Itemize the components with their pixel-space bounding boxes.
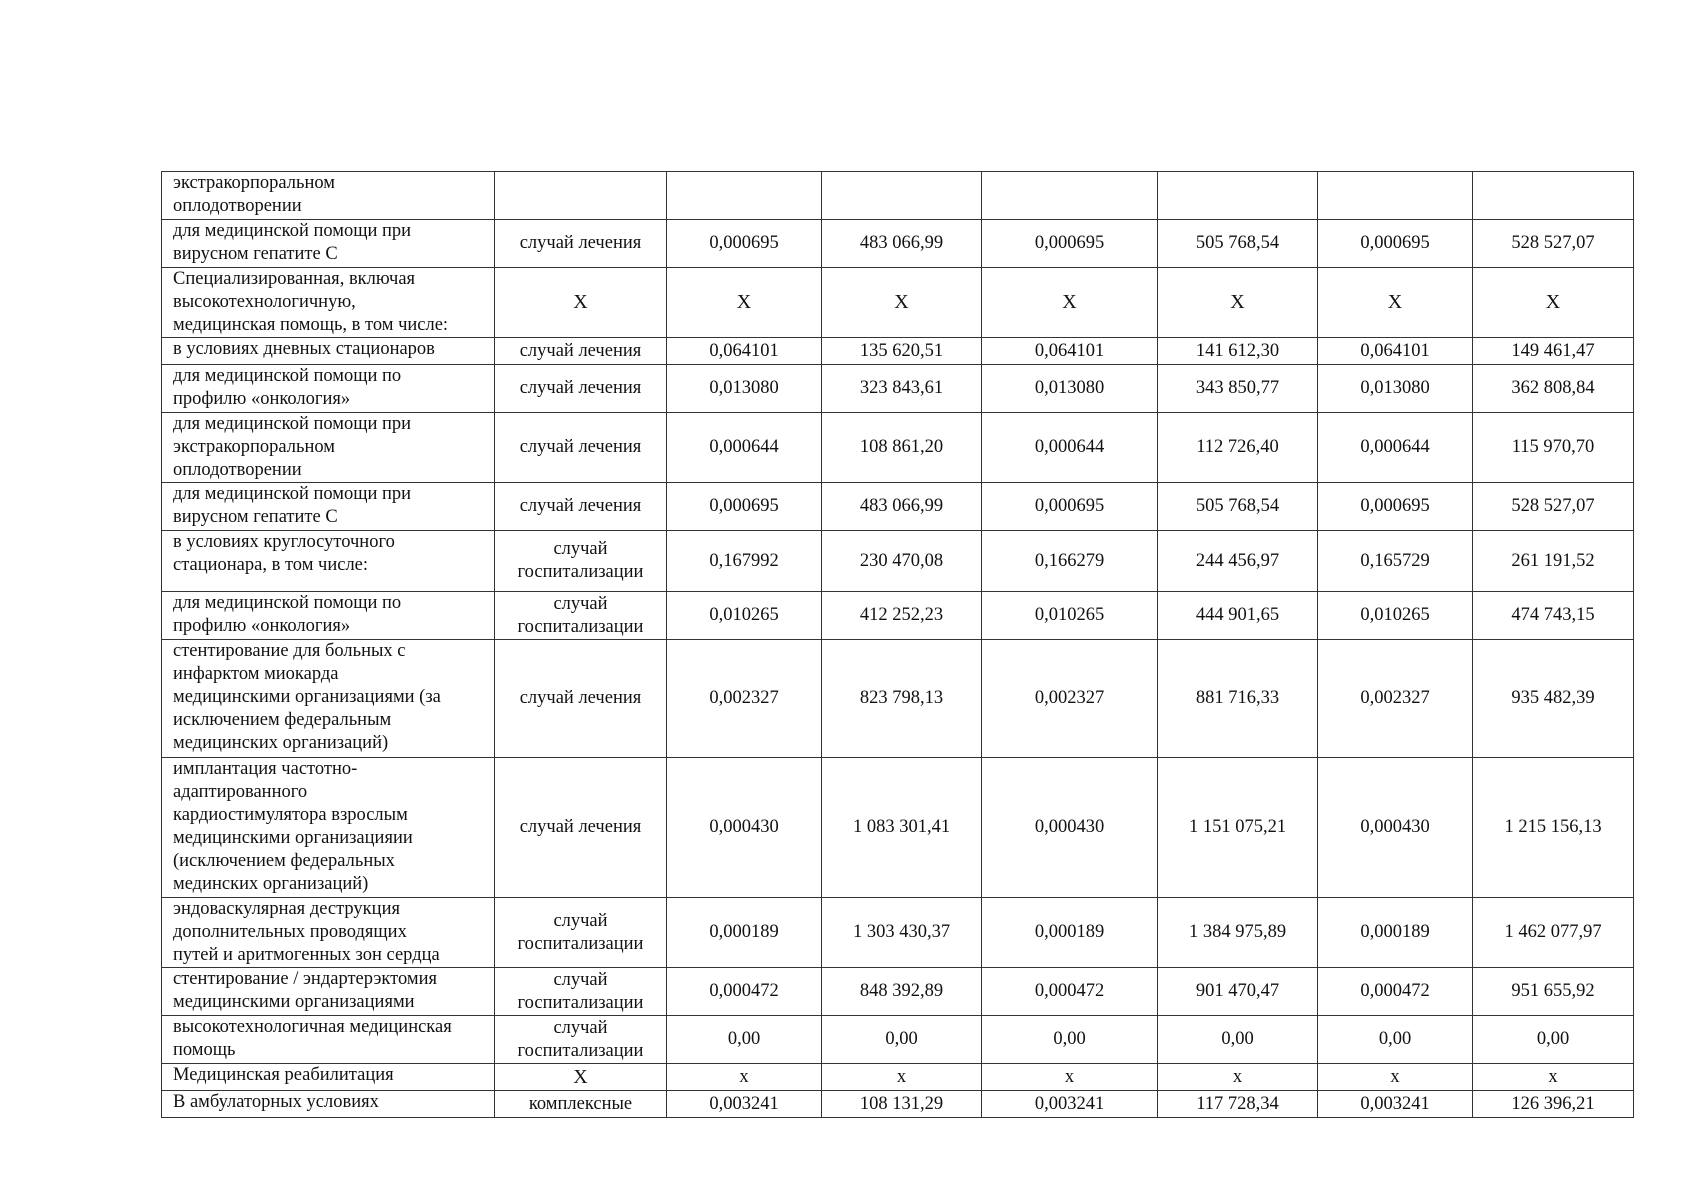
row-name-cell: Специализированная, включая высокотехнологичную, медицинская помощь, в том числе: [162, 268, 495, 338]
row-name-cell: стентирование для больных с инфарктом миокарда медицинскими организациями (за исключением федеральным медицинских организаций) [162, 640, 495, 758]
row-value-cell: 0,002327 [982, 640, 1158, 758]
row-unit-cell: случай лечения [495, 338, 667, 365]
row-unit-cell: случай госпитализации [495, 968, 667, 1016]
row-value-cell: 135 620,51 [822, 338, 982, 365]
row-value-cell: 505 768,54 [1158, 220, 1318, 268]
row-name-cell: для медицинской помощи по профилю «онкология» [162, 365, 495, 413]
row-unit-cell: случай госпитализации [495, 531, 667, 592]
row-value-cell: 0,000695 [1318, 220, 1473, 268]
row-value-cell: 483 066,99 [822, 483, 982, 531]
row-value-cell: 483 066,99 [822, 220, 982, 268]
row-unit-cell: случай лечения [495, 413, 667, 483]
row-value-cell: 0,002327 [667, 640, 822, 758]
row-name-cell: в условиях круглосуточного стационара, в том числе: [162, 531, 495, 592]
row-value-cell [1473, 172, 1634, 220]
row-name-cell: экстракорпоральном оплодотворении [162, 172, 495, 220]
row-value-cell: 0,00 [1318, 1016, 1473, 1064]
table-body [162, 172, 1634, 1118]
row-unit-cell: случай госпитализации [495, 898, 667, 968]
row-value-cell: Х [1158, 268, 1318, 338]
row-name-cell: для медицинской помощи при вирусном гепатите С [162, 220, 495, 268]
row-value-cell: 0,013080 [667, 365, 822, 413]
row-name-cell: имплантация частотно- адаптированного кардиостимулятора взрослым медицинскими организацияии (исключением федеральных мединских организаций) [162, 758, 495, 898]
row-value-cell: 1 384 975,89 [1158, 898, 1318, 968]
row-value-cell: 117 728,34 [1158, 1091, 1318, 1118]
table-row [162, 1064, 1634, 1091]
row-value-cell: 901 470,47 [1158, 968, 1318, 1016]
row-value-cell: 0,166279 [982, 531, 1158, 592]
row-value-cell: 0,00 [1158, 1016, 1318, 1064]
row-value-cell: Х [1473, 268, 1634, 338]
row-value-cell: 0,000695 [667, 483, 822, 531]
row-unit-cell [495, 172, 667, 220]
row-name-cell: для медицинской помощи по профилю «онкология» [162, 592, 495, 640]
row-value-cell: 0,000189 [1318, 898, 1473, 968]
row-name-cell: высокотехнологичная медицинская помощь [162, 1016, 495, 1064]
row-value-cell: 0,002327 [1318, 640, 1473, 758]
row-value-cell: 362 808,84 [1473, 365, 1634, 413]
row-value-cell: 0,010265 [982, 592, 1158, 640]
row-value-cell: 0,000189 [982, 898, 1158, 968]
row-value-cell: 0,167992 [667, 531, 822, 592]
table-row [162, 483, 1634, 531]
row-value-cell: 0,00 [667, 1016, 822, 1064]
row-unit-cell: случай лечения [495, 483, 667, 531]
row-value-cell: 0,000644 [667, 413, 822, 483]
row-value-cell: х [667, 1064, 822, 1091]
row-value-cell: 848 392,89 [822, 968, 982, 1016]
row-value-cell: х [982, 1064, 1158, 1091]
row-value-cell: 141 612,30 [1158, 338, 1318, 365]
row-value-cell: 0,064101 [667, 338, 822, 365]
row-value-cell [822, 172, 982, 220]
row-value-cell: 0,165729 [1318, 531, 1473, 592]
table-row [162, 413, 1634, 483]
row-value-cell: 126 396,21 [1473, 1091, 1634, 1118]
row-value-cell: 0,000189 [667, 898, 822, 968]
row-value-cell: 1 215 156,13 [1473, 758, 1634, 898]
row-value-cell [667, 172, 822, 220]
row-unit-cell: случай лечения [495, 758, 667, 898]
row-value-cell: 0,00 [822, 1016, 982, 1064]
row-name-cell: для медицинской помощи при вирусном гепатите С [162, 483, 495, 531]
row-name-cell: В амбулаторных условиях [162, 1091, 495, 1118]
row-value-cell: 881 716,33 [1158, 640, 1318, 758]
row-value-cell: 112 726,40 [1158, 413, 1318, 483]
row-value-cell: 0,000430 [982, 758, 1158, 898]
row-value-cell [982, 172, 1158, 220]
table-row [162, 531, 1634, 592]
row-name-cell: для медицинской помощи при экстракорпоральном оплодотворении [162, 413, 495, 483]
row-value-cell: Х [1318, 268, 1473, 338]
row-value-cell: 115 970,70 [1473, 413, 1634, 483]
row-value-cell: х [822, 1064, 982, 1091]
row-value-cell: 0,000695 [667, 220, 822, 268]
row-value-cell: 935 482,39 [1473, 640, 1634, 758]
row-value-cell: 528 527,07 [1473, 483, 1634, 531]
row-value-cell: 0,000695 [982, 220, 1158, 268]
table-row [162, 640, 1634, 758]
row-value-cell: 0,010265 [1318, 592, 1473, 640]
row-value-cell: 474 743,15 [1473, 592, 1634, 640]
row-value-cell: 323 843,61 [822, 365, 982, 413]
row-value-cell [1318, 172, 1473, 220]
row-unit-cell: случай госпитализации [495, 1016, 667, 1064]
row-value-cell: 0,000695 [1318, 483, 1473, 531]
row-value-cell: 0,013080 [982, 365, 1158, 413]
table-row [162, 1016, 1634, 1064]
row-value-cell: 0,000472 [982, 968, 1158, 1016]
table-row [162, 898, 1634, 968]
row-value-cell: 528 527,07 [1473, 220, 1634, 268]
row-unit-cell: Х [495, 268, 667, 338]
row-value-cell: х [1318, 1064, 1473, 1091]
row-value-cell: 412 252,23 [822, 592, 982, 640]
row-value-cell: 1 462 077,97 [1473, 898, 1634, 968]
row-value-cell: 0,013080 [1318, 365, 1473, 413]
norms-table [161, 171, 1634, 1118]
row-value-cell: 0,000472 [667, 968, 822, 1016]
row-value-cell: 444 901,65 [1158, 592, 1318, 640]
row-value-cell: х [1158, 1064, 1318, 1091]
row-value-cell: Х [822, 268, 982, 338]
row-unit-cell: комплексные [495, 1091, 667, 1118]
table-row [162, 758, 1634, 898]
row-value-cell: 0,000430 [667, 758, 822, 898]
row-value-cell: 343 850,77 [1158, 365, 1318, 413]
row-value-cell: 0,000644 [982, 413, 1158, 483]
row-value-cell [1158, 172, 1318, 220]
table-row [162, 338, 1634, 365]
row-value-cell: 505 768,54 [1158, 483, 1318, 531]
table-row [162, 1091, 1634, 1118]
row-name-cell: стентирование / эндартерэктомия медицинскими организациями [162, 968, 495, 1016]
row-name-cell: в условиях дневных стационаров [162, 338, 495, 365]
table-row [162, 365, 1634, 413]
row-value-cell: 0,003241 [667, 1091, 822, 1118]
row-unit-cell: Х [495, 1064, 667, 1091]
row-unit-cell: случай лечения [495, 220, 667, 268]
table-row [162, 968, 1634, 1016]
row-unit-cell: случай лечения [495, 640, 667, 758]
row-value-cell: 0,064101 [982, 338, 1158, 365]
row-name-cell: Медицинская реабилитация [162, 1064, 495, 1091]
row-value-cell: 149 461,47 [1473, 338, 1634, 365]
row-value-cell: 951 655,92 [1473, 968, 1634, 1016]
row-value-cell: 1 303 430,37 [822, 898, 982, 968]
row-value-cell: х [1473, 1064, 1634, 1091]
row-value-cell: 0,000472 [1318, 968, 1473, 1016]
row-value-cell: 0,003241 [982, 1091, 1158, 1118]
row-value-cell: 0,000644 [1318, 413, 1473, 483]
row-value-cell: 230 470,08 [822, 531, 982, 592]
row-value-cell: 0,010265 [667, 592, 822, 640]
row-value-cell: 823 798,13 [822, 640, 982, 758]
row-value-cell: 0,003241 [1318, 1091, 1473, 1118]
table-row [162, 592, 1634, 640]
row-value-cell: 0,000430 [1318, 758, 1473, 898]
row-value-cell: 0,00 [982, 1016, 1158, 1064]
row-name-cell: эндоваскулярная деструкция дополнительных проводящих путей и аритмогенных зон сердца [162, 898, 495, 968]
row-unit-cell: случай лечения [495, 365, 667, 413]
row-value-cell: 0,064101 [1318, 338, 1473, 365]
row-value-cell: 0,00 [1473, 1016, 1634, 1064]
table-row [162, 172, 1634, 220]
table-row [162, 220, 1634, 268]
row-value-cell: Х [982, 268, 1158, 338]
row-value-cell: 244 456,97 [1158, 531, 1318, 592]
row-value-cell: 1 151 075,21 [1158, 758, 1318, 898]
row-value-cell: Х [667, 268, 822, 338]
table-row [162, 268, 1634, 338]
row-value-cell: 108 861,20 [822, 413, 982, 483]
row-value-cell: 108 131,29 [822, 1091, 982, 1118]
row-unit-cell: случай госпитализации [495, 592, 667, 640]
row-value-cell: 1 083 301,41 [822, 758, 982, 898]
row-value-cell: 0,000695 [982, 483, 1158, 531]
row-value-cell: 261 191,52 [1473, 531, 1634, 592]
